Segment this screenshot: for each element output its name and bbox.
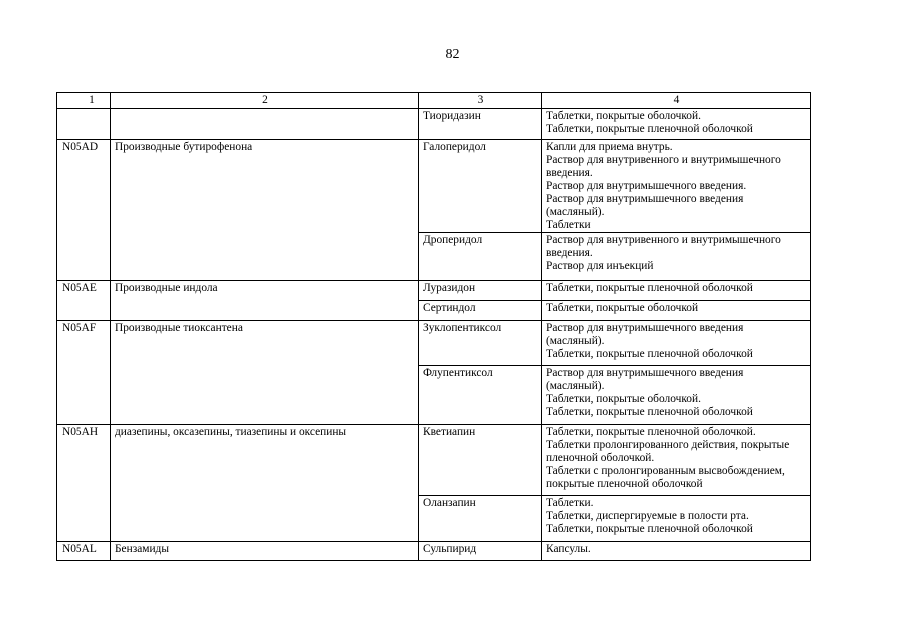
dosage-form-line: пленочной оболочкой. [546, 452, 655, 464]
dosage-form-line: Таблетки, диспергируемые в полости рта. [546, 510, 749, 522]
table-row [57, 140, 811, 233]
dosage-form-line: Таблетки, покрытые оболочкой [546, 302, 699, 314]
atc-code-cell: N05AL [57, 542, 111, 561]
dosage-form-line: Таблетки, покрытые пленочной оболочкой [546, 348, 753, 360]
dosage-forms-cell [542, 542, 811, 561]
drug-table [56, 92, 811, 561]
dosage-forms-cell [542, 109, 811, 140]
drug-name-cell: Тиоридазин [419, 109, 542, 140]
drug-name-cell: Кветиапин [419, 425, 542, 496]
dosage-form-line: (масляный). [546, 380, 605, 392]
dosage-form-line: Таблетки, покрытые пленочной оболочкой. [546, 426, 756, 438]
column-header: 2 [111, 93, 419, 109]
dosage-form-line: Таблетки с пролонгированным высвобождением, [546, 465, 785, 477]
dosage-form-line: Таблетки [546, 219, 591, 231]
drug-name-cell: Сертиндол [419, 301, 542, 321]
table-header-row [57, 93, 811, 109]
column-header: 1 [57, 93, 111, 109]
drug-name-cell: Галоперидол [419, 140, 542, 233]
drug-name-cell: Флупентиксол [419, 366, 542, 425]
dosage-forms-cell [542, 301, 811, 321]
atc-code-cell [57, 109, 111, 140]
dosage-form-line: Капли для приема внутрь. [546, 141, 673, 153]
dosage-form-line: Раствор для внутримышечного введения [546, 193, 744, 205]
table-row [57, 321, 811, 366]
dosage-forms-cell [542, 366, 811, 425]
dosage-form-line: введения. [546, 167, 593, 179]
dosage-form-line: Таблетки, покрытые пленочной оболочкой [546, 123, 753, 135]
drug-name-cell: Зуклопентиксол [419, 321, 542, 366]
drug-name-cell: Оланзапин [419, 496, 542, 542]
column-header: 4 [542, 93, 811, 109]
atc-code-cell: N05AE [57, 281, 111, 321]
dosage-form-line: Капсулы. [546, 543, 591, 555]
group-cell: Бензамиды [111, 542, 419, 561]
dosage-form-line: Таблетки пролонгированного действия, покрытые [546, 439, 790, 451]
dosage-form-line: Таблетки, покрытые пленочной оболочкой [546, 406, 753, 418]
dosage-form-line: Раствор для внутривенного и внутримышечного [546, 154, 781, 166]
dosage-forms-cell [542, 233, 811, 281]
group-cell: Производные тиоксантена [111, 321, 419, 425]
group-cell: диазепины, оксазепины, тиазепины и оксепины [111, 425, 419, 542]
drug-name-cell: Сульпирид [419, 542, 542, 561]
dosage-form-line: Раствор для внутримышечного введения [546, 367, 744, 379]
table-row [57, 425, 811, 496]
dosage-form-line: Раствор для внутримышечного введения. [546, 180, 747, 192]
column-header: 3 [419, 93, 542, 109]
table-row [57, 281, 811, 301]
atc-code-cell: N05AD [57, 140, 111, 281]
dosage-form-line: покрытые пленочной оболочкой [546, 478, 703, 490]
dosage-forms-cell [542, 321, 811, 366]
dosage-form-line: (масляный). [546, 335, 605, 347]
dosage-form-line: Раствор для инъекций [546, 260, 654, 272]
dosage-forms-cell [542, 281, 811, 301]
table-row [57, 542, 811, 561]
dosage-forms-cell [542, 425, 811, 496]
atc-code-cell: N05AH [57, 425, 111, 542]
dosage-forms-cell [542, 140, 811, 233]
dosage-form-line: Раствор для внутримышечного введения [546, 322, 744, 334]
drug-name-cell: Дроперидол [419, 233, 542, 281]
dosage-form-line: Раствор для внутривенного и внутримышечного [546, 234, 781, 246]
dosage-forms-cell [542, 496, 811, 542]
dosage-form-line: Таблетки, покрытые пленочной оболочкой [546, 282, 753, 294]
atc-code-cell: N05AF [57, 321, 111, 425]
drug-name-cell: Луразидон [419, 281, 542, 301]
page-number: 82 [445, 47, 460, 62]
group-cell [111, 109, 419, 140]
dosage-form-line: Таблетки, покрытые оболочкой. [546, 110, 701, 122]
dosage-form-line: Таблетки. [546, 497, 594, 509]
dosage-form-line: введения. [546, 247, 593, 259]
dosage-form-line: Таблетки, покрытые пленочной оболочкой [546, 523, 753, 535]
group-cell: Производные бутирофенона [111, 140, 419, 281]
dosage-form-line: Таблетки, покрытые оболочкой. [546, 393, 701, 405]
group-cell: Производные индола [111, 281, 419, 321]
dosage-form-line: (масляный). [546, 206, 605, 218]
table-row [57, 109, 811, 140]
